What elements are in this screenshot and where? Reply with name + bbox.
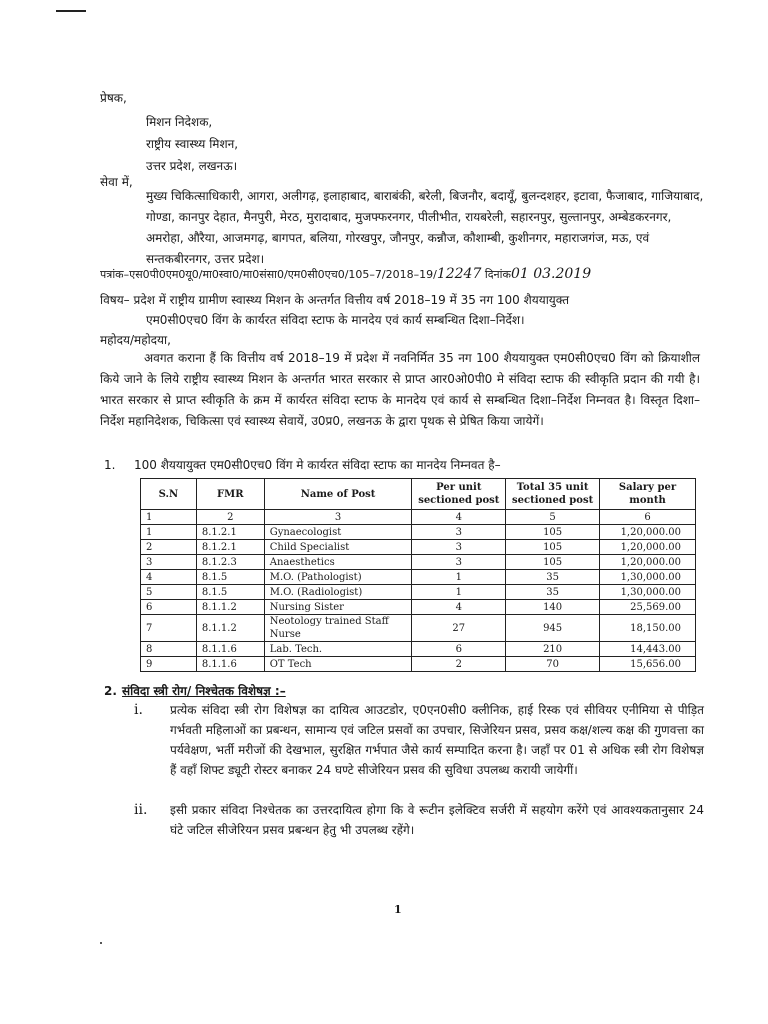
- table-cell: 1,20,000.00: [600, 555, 696, 570]
- list-marker: i.: [134, 702, 143, 718]
- sender-line: उत्तर प्रदेश, लखनऊ।: [146, 159, 238, 173]
- list-item: [134, 700, 704, 780]
- column-header: FMR: [196, 479, 264, 510]
- page-number: 1: [394, 903, 402, 916]
- reference-number: 12247: [436, 266, 482, 282]
- table-cell: 2: [196, 510, 264, 525]
- table-header-row: [141, 479, 696, 510]
- list-item: [134, 800, 704, 840]
- date-label: दिनांक: [481, 268, 511, 281]
- table-cell: Gynaecologist: [264, 525, 412, 540]
- list-item-text: इसी प्रकार संविदा निश्चेतक का उत्तरदायित्व होगा कि वे रूटीन इलेक्टिव सर्जरी में सहयोग करेंगे एवं आवश्यकतानुसार 24 घंटे जटिल सीजेरियन प्रसव प्रबन्धन हेतु भी उपलब्ध रहेंगे।: [170, 803, 704, 837]
- list-item-text: प्रत्येक संविदा स्त्री रोग विशेषज्ञ का दायित्व आउटडोर, ए0एन0सी0 क्लीनिक, हाई रिस्क एवं सीवियर एनीमिया से पीड़ित गर्भवती महिलाओं का प्रबन्धन, सामान्य एवं जटिल प्रसवों का उपचार, सिजेरियन प्रसव, प्रसव कक्ष/शल्य कक्ष की गुणवत्ता का पर्यवेक्षण, भर्ती मरीजों की देखभाल, सुरक्षित गर्भपात जैसे कार्य सम्पादित करना है। जहाँ पर 01 से अधिक स्त्री रोग विशेषज्ञ हैं वहाँ शिफ्ट ड्यूटी रोस्टर बनाकर 24 घण्टे सीजेरियन प्रसव की सुविधा उपलब्ध करायी जायेगीं।: [170, 703, 704, 777]
- table-cell: 6: [412, 642, 506, 657]
- table-cell: 1: [412, 570, 506, 585]
- table-cell: 4: [141, 570, 197, 585]
- section-number: 2.: [104, 684, 117, 698]
- table-cell: 70: [506, 657, 600, 672]
- table-cell: 8.1.5: [196, 585, 264, 600]
- column-header: Per unit sectioned post: [412, 479, 506, 510]
- table-row: [141, 585, 696, 600]
- table-row: [141, 540, 696, 555]
- section-number: 1.: [104, 458, 116, 472]
- column-header: Salary per month: [600, 479, 696, 510]
- table-cell: 1: [141, 510, 197, 525]
- table-cell: 8.1.2.3: [196, 555, 264, 570]
- table-row: [141, 615, 696, 642]
- section-title: संविदा स्त्री रोग/ निश्चेतक विशेषज्ञ :–: [122, 684, 286, 698]
- column-header: Name of Post: [264, 479, 412, 510]
- subject-label: विषय–: [100, 293, 130, 307]
- column-header: S.N: [141, 479, 197, 510]
- table-cell: 8.1.5: [196, 570, 264, 585]
- table-cell: OT Tech: [264, 657, 412, 672]
- table-cell: 140: [506, 600, 600, 615]
- table-cell: 105: [506, 525, 600, 540]
- table-cell: 2: [412, 657, 506, 672]
- table-cell: 3: [264, 510, 412, 525]
- table-cell: 15,656.00: [600, 657, 696, 672]
- sender-label: प्रेषक,: [100, 91, 127, 105]
- table-cell: 4: [412, 510, 506, 525]
- table-cell: M.O. (Pathologist): [264, 570, 412, 585]
- reference-line: [100, 266, 591, 283]
- salary-table: [140, 478, 696, 672]
- table-cell: 3: [412, 525, 506, 540]
- table-cell: 1: [412, 585, 506, 600]
- table-cell: 8.1.1.6: [196, 642, 264, 657]
- table-row: [141, 600, 696, 615]
- table-cell: 25,569.00: [600, 600, 696, 615]
- table-cell: 3: [412, 555, 506, 570]
- table-cell: 1,20,000.00: [600, 540, 696, 555]
- table-row: [141, 570, 696, 585]
- section-title: 100 शैययायुक्त एम0सी0एच0 विंग मे कार्यरत संविदा स्टाफ का मानदेय निम्नवत है–: [134, 458, 501, 472]
- table-cell: 2: [141, 540, 197, 555]
- table-cell: 35: [506, 585, 600, 600]
- table-cell: 3: [141, 555, 197, 570]
- subject-block: [100, 290, 710, 330]
- table-row: [141, 525, 696, 540]
- table-cell: 5: [141, 585, 197, 600]
- table-cell: 5: [506, 510, 600, 525]
- reference-date: 01 03.2019: [510, 266, 592, 282]
- reference-prefix: पत्रांक–एस0पी0एम0यू0/मा0स्वा0/मा0संसा0/एम0सी0एच0/105–7/2018–19/: [100, 268, 437, 281]
- table-cell: 105: [506, 555, 600, 570]
- table-cell: 1: [141, 525, 197, 540]
- table-cell: 1,30,000.00: [600, 570, 696, 585]
- sender-line: राष्ट्रीय स्वास्थ्य मिशन,: [146, 137, 239, 151]
- recipient-label: सेवा में,: [100, 175, 133, 189]
- section-2-heading: [104, 683, 286, 699]
- table-row: [141, 642, 696, 657]
- table-cell: Lab. Tech.: [264, 642, 412, 657]
- section-1-heading: [104, 457, 501, 473]
- table-cell: 35: [506, 570, 600, 585]
- intro-paragraph: [100, 348, 700, 432]
- table-cell: Child Specialist: [264, 540, 412, 555]
- table-cell: 4: [412, 600, 506, 615]
- table-cell: 6: [600, 510, 696, 525]
- table-cell: 3: [412, 540, 506, 555]
- table-cell: 1,20,000.00: [600, 525, 696, 540]
- table-cell: 18,150.00: [600, 615, 696, 642]
- table-cell: 9: [141, 657, 197, 672]
- table-cell: M.O. (Radiologist): [264, 585, 412, 600]
- table-cell: 7: [141, 615, 197, 642]
- table-cell: 8.1.2.1: [196, 540, 264, 555]
- list-marker: ii.: [134, 802, 148, 818]
- table-index-row: [141, 510, 696, 525]
- table-cell: 210: [506, 642, 600, 657]
- table-cell: 8.1.1.2: [196, 615, 264, 642]
- column-header: Total 35 unit sectioned post: [506, 479, 600, 510]
- subject-text-continued: एम0सी0एच0 विंग के कार्यरत संविदा स्टाफ के मानदेय एवं कार्य सम्बन्धित दिशा–निर्देश।: [146, 313, 525, 327]
- table-cell: Neotology trained Staff Nurse: [264, 615, 412, 642]
- sender-line: मिशन निदेशक,: [146, 115, 213, 129]
- table-cell: 8: [141, 642, 197, 657]
- top-rule: [56, 10, 86, 12]
- table-cell: 6: [141, 600, 197, 615]
- table-cell: 27: [412, 615, 506, 642]
- table-cell: 14,443.00: [600, 642, 696, 657]
- scan-speck: [100, 942, 102, 944]
- recipient-list: मुख्य चिकित्साधिकारी, आगरा, अलीगढ़, इलाहाबाद, बाराबंकी, बरेली, बिजनौर, बदायूँ, बुलन्दशहर, इटावा, फैजाबाद, गाजियाबाद, गोण्डा, कानपुर देहात, मैनपुरी, मेरठ, मुरादाबाद, मुजफ्फरनगर, पीलीभीत, रायबरेली, सहारनपुर, सुल्तानपुर, अम्बेडकरनगर, अमरोहा, औरैया, आजमगढ़, बागपत, बलिया, गोरखपुर, जौनपुर, कन्नौज, कौशाम्बी, कुशीनगर, महाराजगंज, मऊ, एवं सन्तकबीरनगर, उत्तर प्रदेश।: [146, 189, 704, 266]
- table-cell: 105: [506, 540, 600, 555]
- table-cell: 1,30,000.00: [600, 585, 696, 600]
- table-cell: Nursing Sister: [264, 600, 412, 615]
- intro-text: अवगत कराना हैं कि वित्तीय वर्ष 2018–19 में प्रदेश में नवनिर्मित 35 नग 100 शैययायुक्त एम0सी0एच0 विंग को क्रियाशील किये जाने के लिये राष्ट्रीय स्वास्थ्य मिशन के अन्तर्गत भारत सरकार से प्राप्त आर0ओ0पी0 मे संविदा स्टाफ की स्वीकृति प्रदान की गयी है। भारत सरकार से प्राप्त स्वीकृति के क्रम में कार्यरत संविदा स्टाफ के मानदेय एवं कार्य से सम्बन्धित दिशा–निर्देश निम्नवत है। विस्तृत दिशा–निर्देश महानिदेशक, चिकित्सा एवं स्वास्थ्य सेवायें, उ0प्र0, लखनऊ के द्वारा पृथक से प्रेषित किया जायेगें।: [100, 351, 700, 428]
- table-cell: 8.1.2.1: [196, 525, 264, 540]
- table-row: [141, 657, 696, 672]
- table-cell: 945: [506, 615, 600, 642]
- table-cell: 8.1.1.6: [196, 657, 264, 672]
- table-cell: 8.1.1.2: [196, 600, 264, 615]
- table-row: [141, 555, 696, 570]
- table-cell: Anaesthetics: [264, 555, 412, 570]
- sender-block: [146, 114, 238, 180]
- salutation: महोदय/महोदया,: [100, 333, 171, 347]
- subject-text: प्रदेश में राष्ट्रीय ग्रामीण स्वास्थ्य मिशन के अन्तर्गत वित्तीय वर्ष 2018–19 में 35 नग 100 शैययायुक्त: [133, 293, 570, 307]
